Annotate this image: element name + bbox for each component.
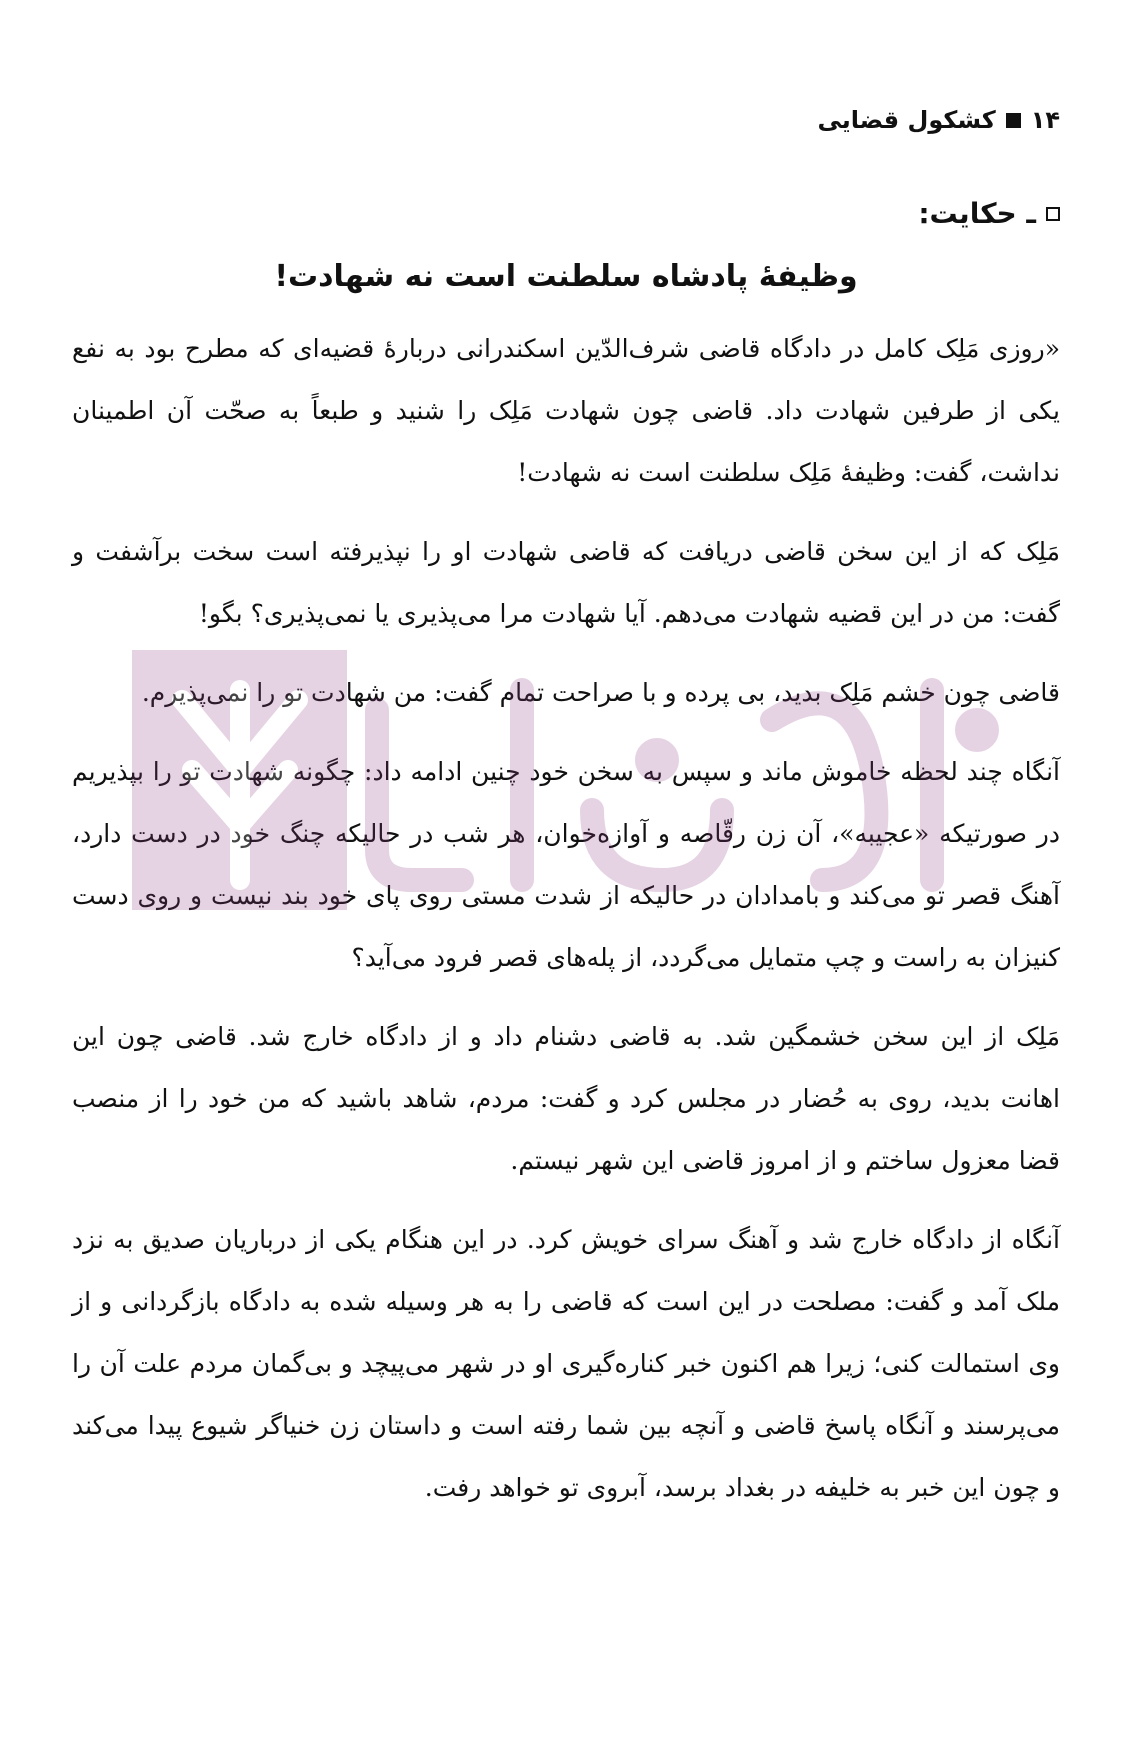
page-number: ۱۴	[1030, 106, 1060, 134]
section-label: ـ حکایت:	[918, 197, 1036, 230]
paragraph: مَلِک از این سخن خشمگین شد. به قاضی دشنام داد و از دادگاه خارج شد. قاضی چون این اهانت بدید، روی به حُضار در مجلس کرد و گفت: مردم، شاهد باشید که من خود را از منصب قضا معزول ساختم و از امروز قاضی این شهر نیستم.	[72, 1022, 1060, 1175]
filled-square-icon	[1006, 113, 1021, 128]
paragraph: قاضی چون خشم مَلِک بدید، بی پرده و با صراحت تمام گفت: من شهادت تو را نمی‌پذیرم.	[141, 678, 1060, 707]
story-body	[72, 318, 1060, 1536]
outline-square-icon	[1046, 207, 1060, 221]
book-title: کشکول قضایی	[817, 106, 996, 134]
paragraph: آنگاه چند لحظه خاموش ماند و سپس به سخن خود چنین ادامه داد: چگونه شهادت تو را بپذیریم در صورتیکه «عجیبه»، آن زن رقّاصه و آوازه‌خوان، هر شب در حالیکه چنگ خود در دست دارد، آهنگ قصر تو می‌کند و بامدادان در حالیکه از شدت مستی روی پای خود بند نیست و روی دست کنیزان به راست و چپ متمایل می‌گردد، از پله‌های قصر فرود می‌آید؟	[72, 757, 1060, 972]
paragraph: مَلِک که از این سخن قاضی دریافت که قاضی شهادت او را نپذیرفته است سخت برآشفت و گفت: من در این قضیه شهادت می‌دهم. آیا شهادت مرا می‌پذیری یا نمی‌پذیری؟ بگو!	[72, 537, 1060, 628]
paragraph: «روزی مَلِک کامل در دادگاه قاضی شرف‌الدّین اسکندرانی دربارهٔ قضیه‌ای که مطرح بود به نفع یکی از طرفین شهادت داد. قاضی چون شهادت مَلِک را شنید و طبعاً به صحّت آن اطمینان نداشت، گفت: وظیفهٔ مَلِک سلطنت است نه شهادت!	[72, 334, 1060, 487]
running-head	[817, 108, 1060, 132]
paragraph: آنگاه از دادگاه خارج شد و آهنگ سرای خویش کرد. در این هنگام یکی از درباریان صدیق به نزد ملک آمد و گفت: مصلحت در این است که قاضی را به هر وسیله شده به دادگاه بازگردانی و از وی استمالت کنی؛ زیرا هم اکنون خبر کناره‌گیری او در شهر می‌پیچد و بی‌گمان مردم علت آن را می‌پرسند و آنگاه پاسخ قاضی و آنچه بین شما رفته است و داستان زن خنیاگر شیوع پیدا می‌کند و چون این خبر به خلیفه در بغداد برسد، آبروی تو خواهد رفت.	[72, 1225, 1060, 1502]
story-title: وظیفهٔ پادشاه سلطنت است نه شهادت!	[274, 259, 858, 294]
section-heading	[918, 197, 1060, 230]
